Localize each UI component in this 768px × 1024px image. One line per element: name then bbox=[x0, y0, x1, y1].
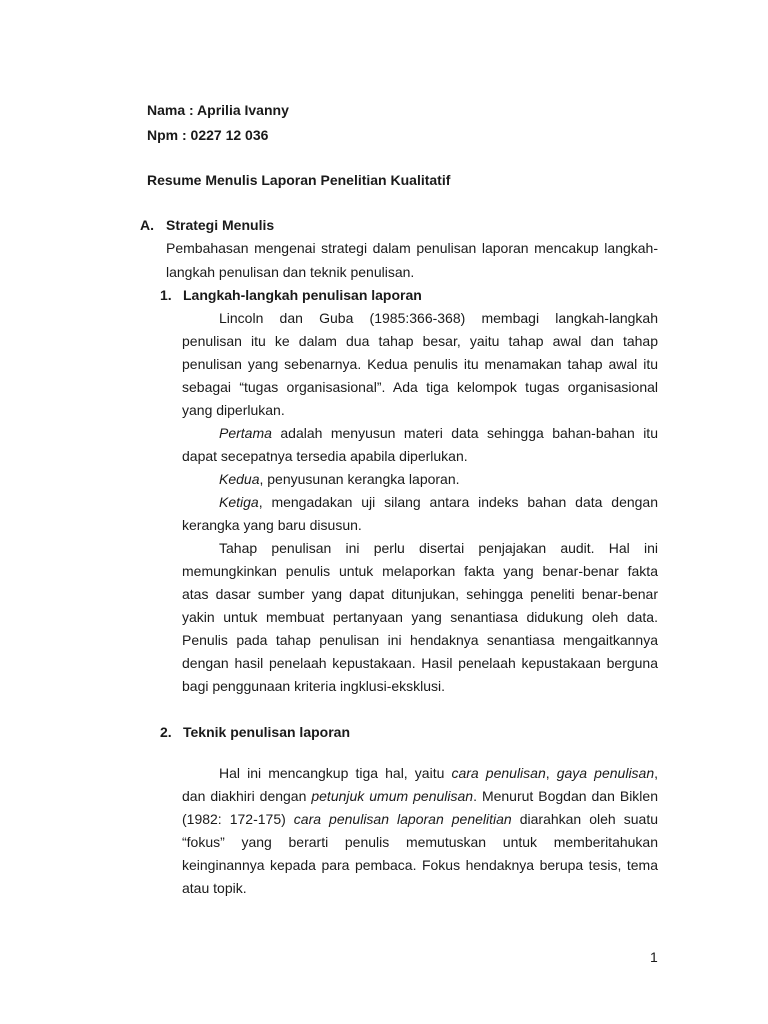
document-title: Resume Menulis Laporan Penelitian Kualitatif bbox=[147, 172, 451, 188]
sub1-p1-line5: yang diperlukan. bbox=[182, 402, 285, 418]
sub2-line1 bbox=[219, 762, 658, 785]
sub2-line2-b: . Menurut Bogdan dan Biklen bbox=[473, 788, 658, 804]
sub1-p2-em: Pertama bbox=[219, 425, 272, 441]
sub2-line3 bbox=[182, 808, 658, 831]
sub1-p1-line4: sebagai “tugas organisasional”. Ada tiga kelompok tugas organisasional bbox=[182, 379, 658, 395]
sub1-p3-rest: , penyusunan kerangka laporan. bbox=[259, 471, 460, 487]
sub1-p5-line7: bagi penggunaan kriteria ingklusi-eksklusi. bbox=[182, 678, 446, 694]
sub1-p4-line1-rest: , mengadakan uji silang antara indeks bahan data dengan bbox=[258, 494, 658, 510]
sub2-line4: “fokus” yang berarti penulis memutuskan untuk memberitahukan bbox=[182, 834, 658, 850]
sub1-p1-line1: Lincoln dan Guba (1985:366-368) membagi langkah-langkah bbox=[219, 310, 658, 326]
sub1-p1-line2: penulisan itu ke dalam dua tahap besar, yaitu tahap awal dan tahap bbox=[182, 333, 658, 349]
sub2-line1-em2: gaya penulisan bbox=[556, 765, 655, 781]
sub1-p4-em: Ketiga bbox=[219, 494, 259, 510]
sub1-p4-line2: kerangka yang baru disusun. bbox=[182, 517, 362, 533]
sub1-p5-line3: atas dasar sumber yang dapat ditunjukan, sehingga peneliti benar-benar bbox=[182, 586, 658, 602]
sub1-p1-line3: penulisan yang sebenarnya. Kedua penulis itu menamakan tahap awal itu bbox=[182, 356, 658, 372]
sub2-heading: Teknik penulisan laporan bbox=[183, 724, 351, 740]
sub2-line3-em: cara penulisan laporan penelitian bbox=[293, 811, 512, 827]
section-a-marker: A. bbox=[140, 217, 154, 233]
sub1-p2-line2: dapat secepatnya tersedia apabila diperlukan. bbox=[182, 448, 468, 464]
sub1-p3-line bbox=[219, 468, 460, 491]
sub2-line6: atau topik. bbox=[182, 880, 247, 896]
sub2-line2-a: dan diakhiri dengan bbox=[182, 788, 312, 804]
sub1-p2-line1-rest: adalah menyusun materi data sehingga bahan-bahan itu bbox=[271, 425, 658, 441]
sub2-line1-a: Hal ini mencangkup tiga hal, yaitu bbox=[219, 765, 452, 781]
sub2-marker: 2. bbox=[160, 724, 172, 740]
sub2-line1-em1: cara penulisan bbox=[451, 765, 546, 781]
sub2-line1-b: , bbox=[545, 765, 557, 781]
page-number: 1 bbox=[650, 949, 658, 965]
sub1-p5-line4: yakin untuk membuat pertanyaan yang senantiasa didukung oleh data. bbox=[182, 609, 658, 625]
sub2-line3-a: (1982: 172-175) bbox=[182, 811, 294, 827]
sub2-line2 bbox=[182, 785, 658, 808]
sub1-p5-line1: Tahap penulisan ini perlu disertai penjajakan audit. Hal ini bbox=[219, 540, 658, 556]
sub1-marker: 1. bbox=[160, 287, 172, 303]
sub2-line1-c: , bbox=[654, 765, 659, 781]
section-a-intro-line2: langkah penulisan dan teknik penulisan. bbox=[166, 264, 415, 280]
sub1-p5-line2: memungkinkan penulis untuk melaporkan fakta yang benar-benar fakta bbox=[182, 563, 658, 579]
sub1-heading: Langkah-langkah penulisan laporan bbox=[183, 287, 422, 303]
sub2-line2-em: petunjuk umum penulisan bbox=[311, 788, 474, 804]
sub1-p5-line5: Penulis pada tahap penulisan ini hendaknya senantiasa mengaitkannya bbox=[182, 632, 658, 648]
student-name: Nama : Aprilia Ivanny bbox=[147, 102, 289, 118]
sub1-p5-line6: dengan hasil penelaah kepustakaan. Hasil penelaah kepustakaan berguna bbox=[182, 655, 658, 671]
section-a-intro-line1: Pembahasan mengenai strategi dalam penulisan laporan mencakup langkah- bbox=[166, 240, 658, 256]
sub1-p4-line1 bbox=[219, 491, 658, 514]
student-npm: Npm : 0227 12 036 bbox=[147, 127, 269, 143]
sub1-p3-em: Kedua bbox=[219, 471, 260, 487]
sub2-line5: keinginannya kepada para pembaca. Fokus hendaknya berupa tesis, tema bbox=[182, 857, 658, 873]
sub1-p2-line1 bbox=[219, 422, 658, 445]
section-a-heading: Strategi Menulis bbox=[166, 217, 275, 233]
sub2-line3-b: diarahkan oleh suatu bbox=[511, 811, 658, 827]
